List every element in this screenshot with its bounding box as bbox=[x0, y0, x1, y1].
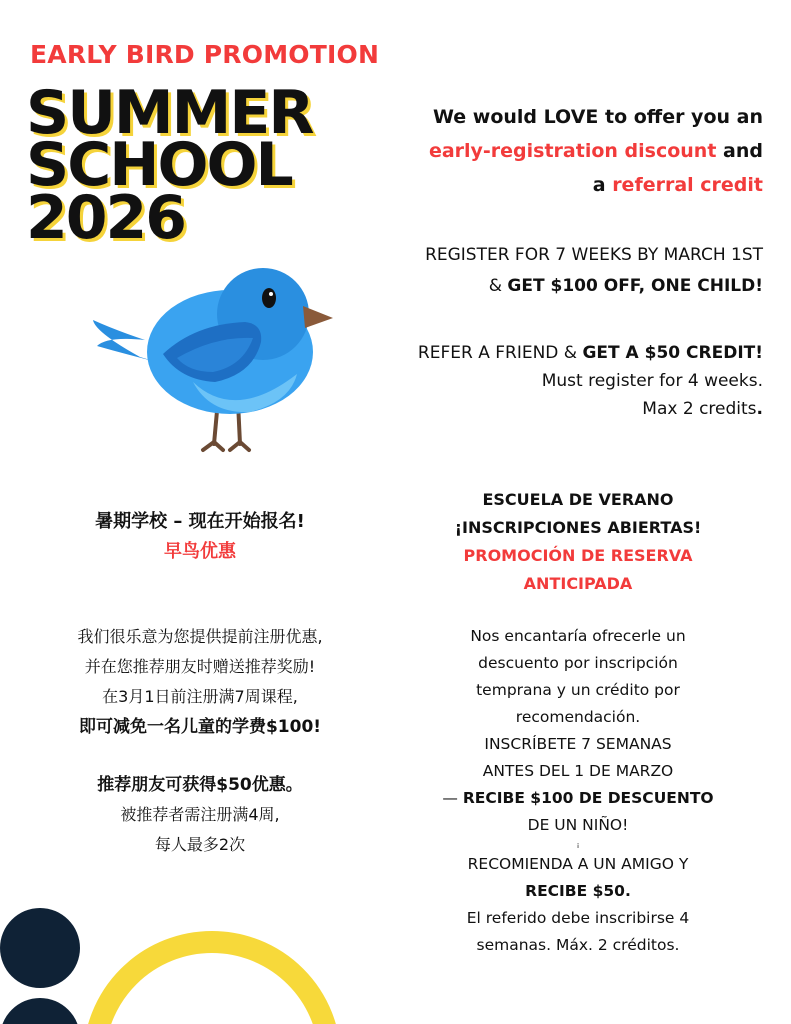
chinese-line3: 在3月1日前注册满7周课程, bbox=[102, 687, 298, 706]
refer-note2 bbox=[418, 395, 763, 423]
refer-line1 bbox=[418, 339, 763, 367]
yellow-ring-icon bbox=[94, 942, 330, 1024]
offer-intro-a: a bbox=[592, 174, 613, 196]
title-line-year: 2026 bbox=[26, 183, 185, 253]
navy-circle-lower-icon bbox=[0, 998, 80, 1024]
bluebird-icon bbox=[85, 262, 345, 462]
spanish-heading4: ANTICIPADA bbox=[523, 574, 633, 593]
spanish-line3: temprana y un crédito por bbox=[476, 681, 680, 699]
chinese-line4 bbox=[25, 712, 375, 742]
promo-label: EARLY BIRD PROMOTION bbox=[30, 40, 380, 69]
spanish-dash: — bbox=[442, 789, 463, 807]
chinese-line5-bold: 推荐朋友可获得$50优惠。 bbox=[97, 775, 303, 795]
spanish-discount-bold: RECIBE $100 DE DESCUENTO bbox=[462, 789, 714, 807]
chinese-line1: 我们很乐意为您提供提前注册优惠, bbox=[77, 627, 323, 646]
offer-intro-line1: We would LOVE to offer you an bbox=[432, 106, 763, 128]
chinese-subtitle: 早鸟优惠 bbox=[164, 541, 236, 562]
decorative-circles bbox=[0, 900, 791, 1024]
offer-intro-and: and bbox=[716, 140, 763, 162]
register-line1: REGISTER FOR 7 WEEKS BY MARCH 1ST bbox=[425, 245, 763, 265]
chinese-heading bbox=[25, 507, 375, 567]
spanish-heading1: ESCUELA DE VERANO bbox=[482, 490, 674, 509]
referral-offer bbox=[418, 339, 763, 423]
spanish-line6: ANTES DEL 1 DE MARZO bbox=[482, 762, 674, 780]
register-amp: & bbox=[488, 276, 508, 296]
spanish-heading3: PROMOCIÓN DE RESERVA bbox=[463, 546, 693, 565]
chinese-line2: 并在您推荐朋友时赠送推荐奖励! bbox=[84, 657, 316, 676]
register-line2 bbox=[425, 271, 763, 302]
title-line-school: SCHOOL bbox=[26, 130, 292, 200]
spanish-line10: RECOMIENDA A UN AMIGO Y bbox=[467, 855, 689, 873]
spanish-line11-bold: RECIBE $50. bbox=[525, 882, 631, 900]
spanish-line4: recomendación. bbox=[515, 708, 641, 726]
referral-credit-text: referral credit bbox=[612, 174, 763, 196]
title-line-summer: SUMMER bbox=[26, 78, 313, 148]
spanish-heading2: ¡INSCRIPCIONES ABIERTAS! bbox=[454, 518, 702, 537]
spanish-line8: DE UN NIÑO! bbox=[527, 816, 629, 834]
chinese-line7: 每人最多2次 bbox=[154, 835, 246, 854]
refer-note2-text: Max 2 credits bbox=[642, 399, 757, 419]
spanish-line12: El referido debe inscribirse 4 bbox=[466, 909, 690, 927]
chinese-line6: 被推荐者需注册满4周, bbox=[120, 805, 280, 824]
register-discount-bold: GET $100 OFF, ONE CHILD! bbox=[507, 276, 763, 296]
refer-prefix: REFER A FRIEND & bbox=[417, 343, 583, 363]
spanish-line2: descuento por inscripción bbox=[478, 654, 678, 672]
spanish-line7 bbox=[418, 785, 738, 812]
chinese-title: 暑期学校 – 现在开始报名! bbox=[95, 511, 305, 532]
navy-circle-icon bbox=[0, 908, 80, 988]
spanish-line5: INSCRÍBETE 7 SEMANAS bbox=[484, 735, 672, 753]
offer-intro-line2 bbox=[429, 134, 763, 168]
chinese-body bbox=[25, 622, 375, 860]
refer-note2-period: . bbox=[756, 399, 763, 419]
early-registration-discount-text: early-registration discount bbox=[428, 140, 717, 162]
refer-note1: Must register for 4 weeks. bbox=[541, 371, 763, 391]
chinese-line5 bbox=[25, 770, 375, 800]
offer-intro bbox=[429, 100, 763, 202]
spanish-heading bbox=[418, 486, 738, 598]
spanish-line9: ¡ bbox=[576, 841, 580, 849]
spanish-line1: Nos encantaría ofrecerle un bbox=[470, 627, 686, 645]
spanish-line13: semanas. Máx. 2 créditos. bbox=[476, 936, 680, 954]
refer-credit-bold: GET A $50 CREDIT! bbox=[582, 343, 763, 363]
register-offer bbox=[425, 240, 763, 302]
offer-intro-line3 bbox=[429, 168, 763, 202]
chinese-line4-bold: 即可减免一名儿童的学费$100! bbox=[78, 717, 322, 737]
